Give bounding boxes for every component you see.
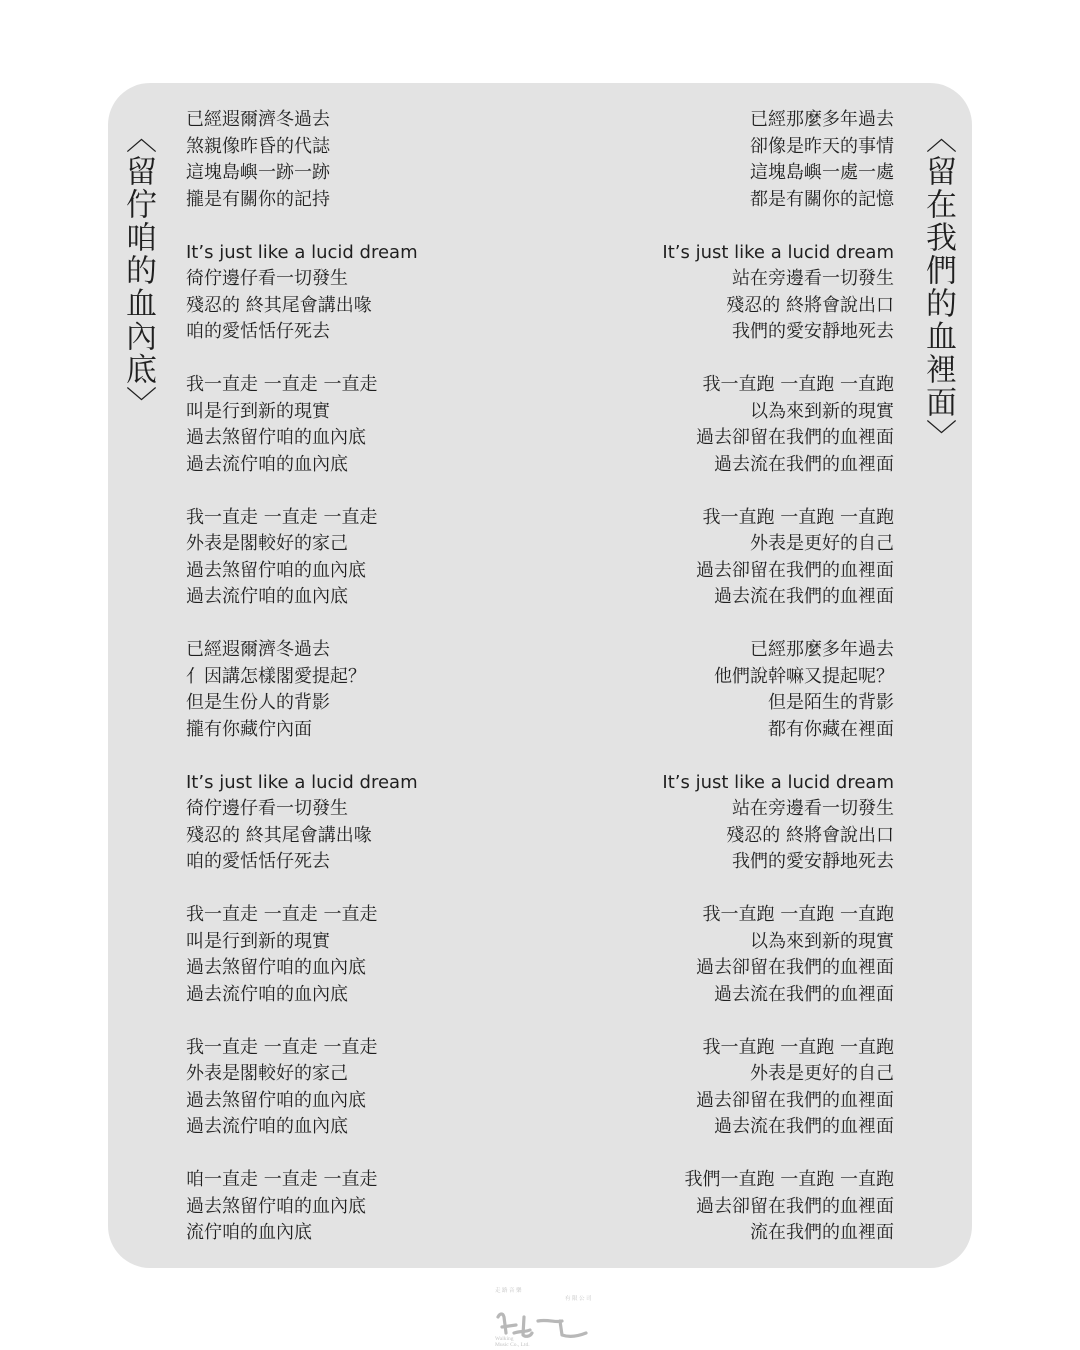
svg-text:樂: 樂 (516, 1288, 522, 1294)
svg-text:音: 音 (509, 1288, 515, 1294)
lyric-line: 過去煞留佇咱的血內底 (186, 427, 366, 448)
lyric-line: 以為來到新的現實 (750, 930, 894, 952)
lyric-stanza (186, 240, 546, 346)
lyric-line: 過去流佇咱的血內底 (186, 1116, 348, 1137)
lyric-stanza (186, 902, 546, 1008)
lyric-stanza (186, 637, 546, 743)
lyric-line: 過去流在我們的血裡面 (714, 453, 894, 475)
lyric-line: 過去卻留在我們的血裡面 (696, 957, 894, 978)
song-title-taiwanese: 〈留佇咱的血內底〉 (120, 122, 156, 419)
lyric-stanza (534, 372, 894, 478)
svg-text:限: 限 (572, 1296, 578, 1302)
lyric-line: 過去流佇咱的血內底 (186, 453, 348, 475)
lyric-line: 我一直跑 一直跑 一直跑 (702, 1036, 894, 1058)
lyric-line: 攏是有關你的記持 (186, 188, 330, 210)
stanza-gap (186, 213, 546, 240)
stanza-gap (534, 611, 894, 638)
lyric-line: 以為來到新的現實 (750, 400, 894, 422)
lyric-line: 我們的愛安靜地死去 (732, 851, 894, 872)
lyric-line: 煞親像昨昏的代誌 (186, 135, 330, 157)
lyric-line: 過去卻留在我們的血裡面 (696, 427, 894, 448)
lyric-line: 都是有關你的記憶 (750, 188, 894, 210)
lyric-line: 過去卻留在我們的血裡面 (696, 1195, 894, 1217)
lyrics-column-taiwanese (186, 107, 546, 1247)
walking-music-logo-icon (490, 1283, 594, 1347)
lyric-line: 殘忍的 終將會說出口 (726, 824, 894, 846)
lyric-stanza (534, 107, 894, 213)
lyric-line: It’s just like a lucid dream (186, 241, 418, 263)
lyric-line: 我一直走 一直走 一直走 (186, 1036, 378, 1058)
lyric-line: 已經遐爾濟冬過去 (186, 639, 330, 660)
lyric-stanza (534, 505, 894, 611)
lyric-line: 過去卻留在我們的血裡面 (696, 1089, 894, 1111)
lyric-line: 他們說幹嘛又提起呢？ (714, 665, 894, 687)
lyric-line: 已經遐爾濟冬過去 (186, 109, 330, 130)
lyric-line: 殘忍的 終將會說出口 (726, 294, 894, 316)
lyric-line: 亻因講怎樣閣愛提起？ (186, 665, 366, 687)
lyric-stanza (534, 240, 894, 346)
stanza-gap (534, 346, 894, 373)
lyric-stanza (186, 505, 546, 611)
lyric-line: 咱一直走 一直走 一直走 (186, 1169, 378, 1190)
lyric-stanza (186, 1035, 546, 1141)
lyric-line: 過去流在我們的血裡面 (714, 586, 894, 607)
lyric-stanza (534, 1167, 894, 1247)
stanza-gap (186, 743, 546, 770)
lyric-line: 叫是行到新的現實 (186, 930, 330, 952)
lyric-line: 但是陌生的背影 (768, 692, 894, 713)
stanza-gap (186, 478, 546, 505)
lyric-line: 過去煞留佇咱的血內底 (186, 559, 366, 581)
lyric-line: It’s just like a lucid dream (662, 241, 894, 263)
lyric-line: 咱的愛恬恬仔死去 (186, 321, 330, 342)
lyric-line: 都有你藏在裡面 (768, 718, 894, 740)
lyric-line: 我們的愛安靜地死去 (732, 321, 894, 342)
lyric-line: 已經那麼多年過去 (750, 109, 894, 130)
lyric-line: 外表是閣較好的家己 (186, 533, 348, 554)
lyric-line: 我一直跑 一直跑 一直跑 (702, 904, 894, 925)
lyric-line: 叫是行到新的現實 (186, 400, 330, 422)
lyric-stanza (186, 107, 546, 213)
lyric-line: 過去卻留在我們的血裡面 (696, 559, 894, 581)
lyric-line: It’s just like a lucid dream (662, 771, 894, 793)
stanza-gap (186, 346, 546, 373)
lyric-line: 過去流在我們的血裡面 (714, 1116, 894, 1137)
lyric-line: 我一直走 一直走 一直走 (186, 374, 378, 395)
lyric-line: 殘忍的 終其尾會講出喙 (186, 294, 372, 316)
stanza-gap (534, 1141, 894, 1168)
lyrics-column-mandarin (534, 107, 894, 1247)
lyric-line: 咱的愛恬恬仔死去 (186, 851, 330, 872)
svg-text:公: 公 (579, 1296, 585, 1302)
svg-text:Music Co., Ltd.: Music Co., Ltd. (495, 1342, 530, 1347)
lyric-stanza (186, 372, 546, 478)
lyric-line: 但是生份人的背影 (186, 692, 330, 713)
lyric-line: 過去煞留佇咱的血內底 (186, 957, 366, 978)
lyric-stanza (534, 902, 894, 1008)
lyric-stanza (186, 770, 546, 876)
lyric-line: It’s just like a lucid dream (186, 771, 418, 793)
lyric-line: 我一直走 一直走 一直走 (186, 904, 378, 925)
lyric-line: 攏有你藏佇內面 (186, 718, 312, 740)
lyric-stanza (534, 770, 894, 876)
lyric-line: 站在旁邊看一切發生 (732, 798, 894, 819)
svg-text:司: 司 (586, 1296, 592, 1302)
lyric-stanza (534, 1035, 894, 1141)
stanza-gap (534, 1008, 894, 1035)
lyric-stanza (534, 637, 894, 743)
lyric-line: 我一直跑 一直跑 一直跑 (702, 374, 894, 395)
stanza-gap (534, 213, 894, 240)
stanza-gap (186, 1141, 546, 1168)
stanza-gap (534, 743, 894, 770)
stanza-gap (186, 876, 546, 903)
lyric-line: 殘忍的 終其尾會講出喙 (186, 824, 372, 846)
lyric-line: 外表是更好的自己 (750, 1063, 894, 1084)
lyric-line: 外表是閣較好的家己 (186, 1063, 348, 1084)
lyric-line: 卻像是昨天的事情 (750, 135, 894, 157)
lyric-line: 我們一直跑 一直跑 一直跑 (684, 1169, 894, 1190)
lyric-line: 站在旁邊看一切發生 (732, 268, 894, 289)
stanza-gap (186, 1008, 546, 1035)
stanza-gap (534, 876, 894, 903)
lyric-line: 流在我們的血裡面 (750, 1222, 894, 1243)
lyric-line: 過去流在我們的血裡面 (714, 983, 894, 1005)
lyric-line: 我一直走 一直走 一直走 (186, 506, 378, 528)
lyric-line: 徛佇邊仔看一切發生 (186, 268, 348, 289)
lyric-line: 我一直跑 一直跑 一直跑 (702, 506, 894, 528)
stanza-gap (534, 478, 894, 505)
song-title-mandarin: 〈留在我們的血裡面〉 (920, 122, 956, 452)
lyric-line: 外表是更好的自己 (750, 533, 894, 554)
lyric-line: 徛佇邊仔看一切發生 (186, 798, 348, 819)
lyric-line: 過去流佇咱的血內底 (186, 983, 348, 1005)
stanza-gap (186, 611, 546, 638)
svg-text:Walking: Walking (495, 1336, 514, 1342)
svg-text:走: 走 (495, 1288, 501, 1294)
lyric-line: 這塊島嶼一跡一跡 (186, 162, 330, 183)
lyric-line: 流佇咱的血內底 (186, 1222, 312, 1243)
lyric-line: 過去流佇咱的血內底 (186, 586, 348, 607)
lyric-line: 過去煞留佇咱的血內底 (186, 1195, 366, 1217)
lyric-line: 過去煞留佇咱的血內底 (186, 1089, 366, 1111)
svg-text:有: 有 (565, 1296, 571, 1302)
svg-text:路: 路 (502, 1288, 508, 1294)
lyric-line: 已經那麼多年過去 (750, 639, 894, 660)
lyric-stanza (186, 1167, 546, 1247)
lyric-line: 這塊島嶼一處一處 (750, 162, 894, 183)
